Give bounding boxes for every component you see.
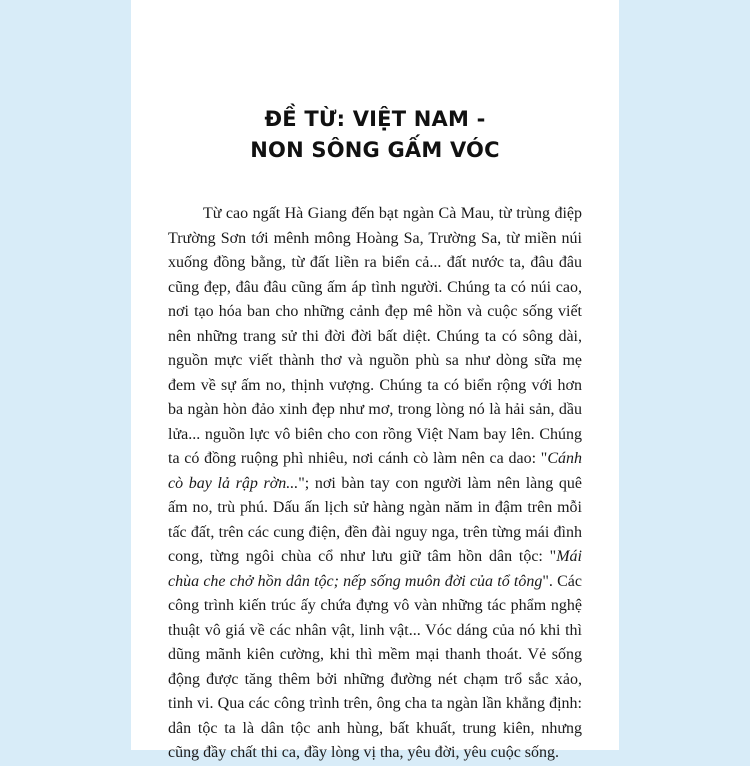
book-page xyxy=(131,0,619,761)
title-line-2: NON SÔNG GẤM VÓC xyxy=(250,138,500,162)
title-line-1: ĐỀ TỪ: VIỆT NAM - xyxy=(264,107,486,131)
quote-mai-chua: Mái chùa che chở hồn dân tộc; nếp sống muôn đời của tổ tông xyxy=(168,548,582,590)
body-paragraph xyxy=(168,202,582,766)
page-title xyxy=(168,104,582,166)
paragraph-text-1: Từ cao ngất Hà Giang đến bạt ngàn Cà Mau, từ trùng điệp Trường Sơn tới mênh mông Hoàng Sa, Trường Sa, từ miền núi xuống đồng bằng, từ đất liền ra biển cả... đất nước ta, đâu đâu cũng đẹp, đâu đâu cũng ấm áp tình người. Chúng ta có núi cao, nơi tạo hóa ban cho những cảnh đẹp mê hồn và cuộc sống viết nên những trang sử thi đời đời bất diệt. Chúng ta có sông dài, nguồn mực viết thành thơ và nguồn phù sa như dòng sữa mẹ đem về sự ấm no, thịnh vượng. Chúng ta có biển rộng với hơn ba ngàn hòn đảo xinh đẹp như mơ, trong lòng nó là hải sản, dầu lửa... nguồn lực vô biên cho con rồng Việt Nam bay lên. Chúng ta có đồng ruộng phì nhiêu, nơi cánh cò làm nên ca dao: " xyxy=(168,205,582,467)
quote-ca-dao: Cánh cò bay lả rập rờn... xyxy=(168,450,582,492)
paragraph-text-2: "; nơi bàn tay con người làm nên làng quê ấm no, trù phú. Dấu ấn lịch sử hàng ngàn năm in đậm trên mỗi tấc đất, trên các cung điện, đền đài nguy nga, trên từng mái đình cong, từng ngôi chùa cổ như lưu giữ tâm hồn dân tộc: " xyxy=(168,474,583,565)
paragraph-text-3: ". Các công trình kiến trúc ấy chứa đựng vô vàn những tác phẩm nghệ thuật vô giá về các nhân vật, linh vật... Vóc dáng của nó khi thì dũng mãnh kiên cường, khi thì mềm mại thanh thoát. Vẻ sống động được tăng thêm bởi những đường nét chạm trổ sắc xảo, tinh vi. Qua các công trình trên, ông cha ta ngàn lần khẳng định: dân tộc ta là dân tộc anh hùng, bất khuất, trung kiên, nhưng cũng đầy chất thi ca, đầy lòng vị tha, yêu đời, yêu cuộc sống. xyxy=(168,572,583,761)
